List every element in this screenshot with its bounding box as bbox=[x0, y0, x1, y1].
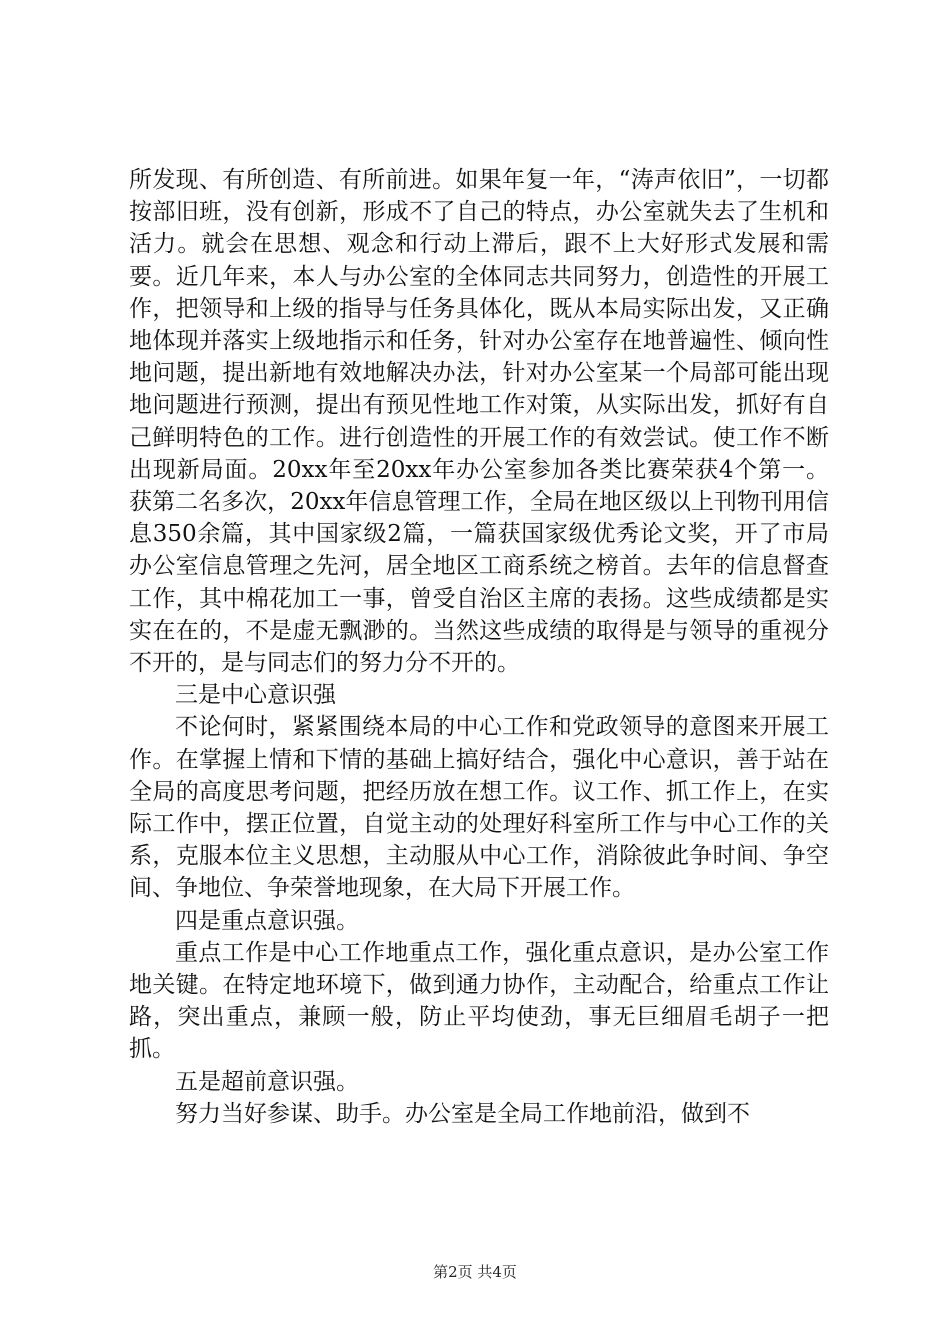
heading-foresight-awareness: 五是超前意识强。 bbox=[175, 1068, 359, 1095]
paragraph-1: 所发现、有所创造、有所前进。如果年复一年，“涛声依旧”，一切都按部旧班，没有创新，形成不了自己的特点，办公室就失去了生机和活力。就会在思想、观念和行动上滞后，跟不上大好形式发展和需要。近几年来，本人与办公室的全体同志共同努力，创造性的开展工作，把领导和上级的指导与任务具体化，既从本局实际出发，又正确地体现并落实上级地指示和任务，针对办公室存在地普遍性、倾向性地问题，提出新地有效地解决办法，针对办公室某一个局部可能出现地问题进行预测，提出有预见性地工作对策，从实际出发，抓好有自己鲜明特色的工作。进行创造性的开展工作的有效尝试。使工作不断出现新局面。20xx年至20xx年办公室参加各类比赛荣获4个第一。获第二名多次，20xx年信息管理工作，全局在地区级以上刊物刊用信息350余篇，其中国家级2篇，一篇获国家级优秀论文奖，开了市局办公室信息管理之先河，居全地区工商系统之榜首。去年的信息督查工作，其中棉花加工一事，曾受自治区主席的表扬。这些成绩都是实实在在的，不是虚无飘渺的。当然这些成绩的取得是与领导的重视分不开的，是与同志们的努力分不开的。 bbox=[129, 167, 829, 677]
page-number-footer: 第2页 共4页 bbox=[433, 1263, 517, 1281]
paragraph-2: 不论何时，紧紧围绕本局的中心工作和党政领导的意图来开展工作。在掌握上情和下情的基础上搞好结合，强化中心意识，善于站在全局的高度思考问题，把经历放在想工作。议工作、抓工作上，在实际工作中，摆正位置，自觉主动的处理好科室所工作与中心工作的关系，克服本位主义思想，主动服从中心工作，消除彼此争时间、争空间、争地位、争荣誉地现象，在大局下开展工作。 bbox=[129, 714, 829, 902]
heading-key-awareness: 四是重点意识强。 bbox=[175, 907, 359, 934]
paragraph-3: 重点工作是中心工作地重点工作，强化重点意识，是办公室工作地关键。在特定地环境下，做到通力协作，主动配合，给重点工作让路，突出重点，兼顾一般，防止平均使劲，事无巨细眉毛胡子一把抓。 bbox=[129, 939, 829, 1063]
heading-center-awareness: 三是中心意识强 bbox=[175, 682, 336, 709]
paragraph-4: 努力当好参谋、助手。办公室是全局工作地前沿，做到不 bbox=[175, 1100, 750, 1127]
document-body bbox=[129, 164, 829, 1130]
